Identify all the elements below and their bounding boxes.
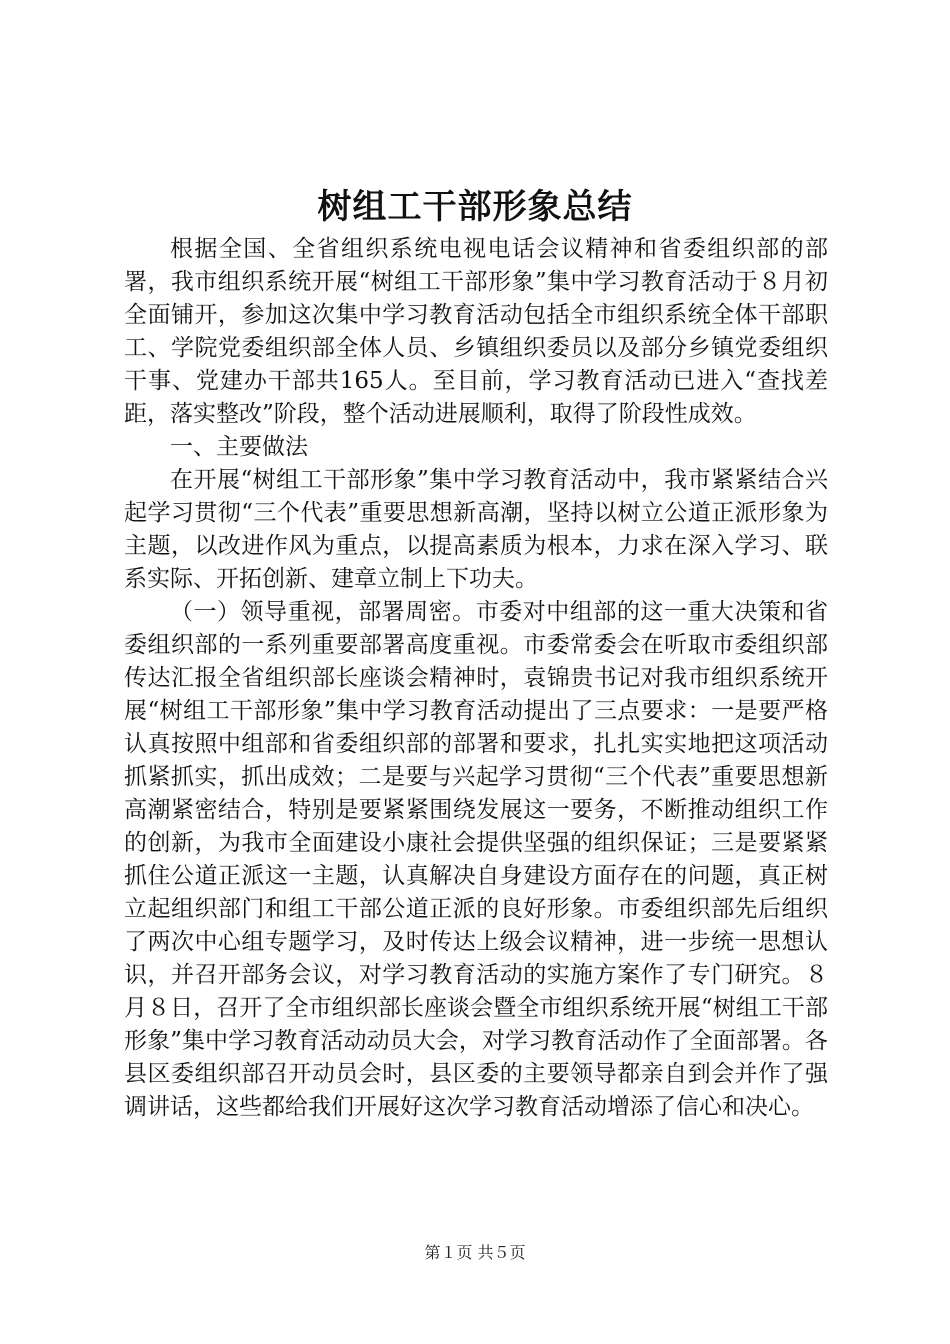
section-heading-main-practices: 一、主要做法 xyxy=(170,434,308,460)
page-number: 第１页 共５页 xyxy=(424,1243,526,1262)
document-body xyxy=(124,233,828,1124)
paragraph-intro: 根据全国、全省组织系统电视电话会议精神和省委组织部的部署，我市组织系统开展“树组工干部形象”集中学习教育活动于８月初全面铺开，参加这次集中学习教育活动包括全市组织系统全体干部职工、学院党委组织部全体人员、乡镇组织委员以及部分乡镇党委组织干事、党建办干部共165人。至目前，学习教育活动已进入“查找差距，落实整改”阶段，整个活动进展顺利，取得了阶段性成效。 xyxy=(124,236,828,427)
document-title: 树组工干部形象总结 xyxy=(317,187,633,227)
paragraph-practices-overview: 在开展“树组工干部形象”集中学习教育活动中，我市紧紧结合兴起学习贯彻“三个代表”重要思想新高潮，坚持以树立公道正派形象为主题，以改进作风为重点，以提高素质为根本，力求在深入学习、联系实际、开拓创新、建章立制上下功夫。 xyxy=(124,467,828,592)
paragraph-leadership: （一）领导重视，部署周密。市委对中组部的这一重大决策和省委组织部的一系列重要部署高度重视。市委常委会在听取市委组织部传达汇报全省组织部长座谈会精神时，袁锦贵书记对我市组织系统开展“树组工干部形象”集中学习教育活动提出了三点要求：一是要严格认真按照中组部和省委组织部的部署和要求，扎扎实实地把这项活动抓紧抓实，抓出成效；二是要与兴起学习贯彻“三个代表”重要思想新高潮紧密结合，特别是要紧紧围绕发展这一要务，不断推动组织工作的创新，为我市全面建设小康社会提供坚强的组织保证；三是要紧紧抓住公道正派这一主题，认真解决自身建设方面存在的问题，真正树立起组织部门和组工干部公道正派的良好形象。市委组织部先后组织了两次中心组专题学习，及时传达上级会议精神，进一步统一思想认识，并召开部务会议，对学习教育活动的实施方案作了专门研究。８月８日，召开了全市组织部长座谈会暨全市组织系统开展“树组工干部形象”集中学习教育活动动员大会，对学习教育活动作了全面部署。各县区委组织部召开动员会时，县区委的主要领导都亲自到会并作了强调讲话，这些都给我们开展好这次学习教育活动增添了信心和决心。 xyxy=(124,599,828,1120)
